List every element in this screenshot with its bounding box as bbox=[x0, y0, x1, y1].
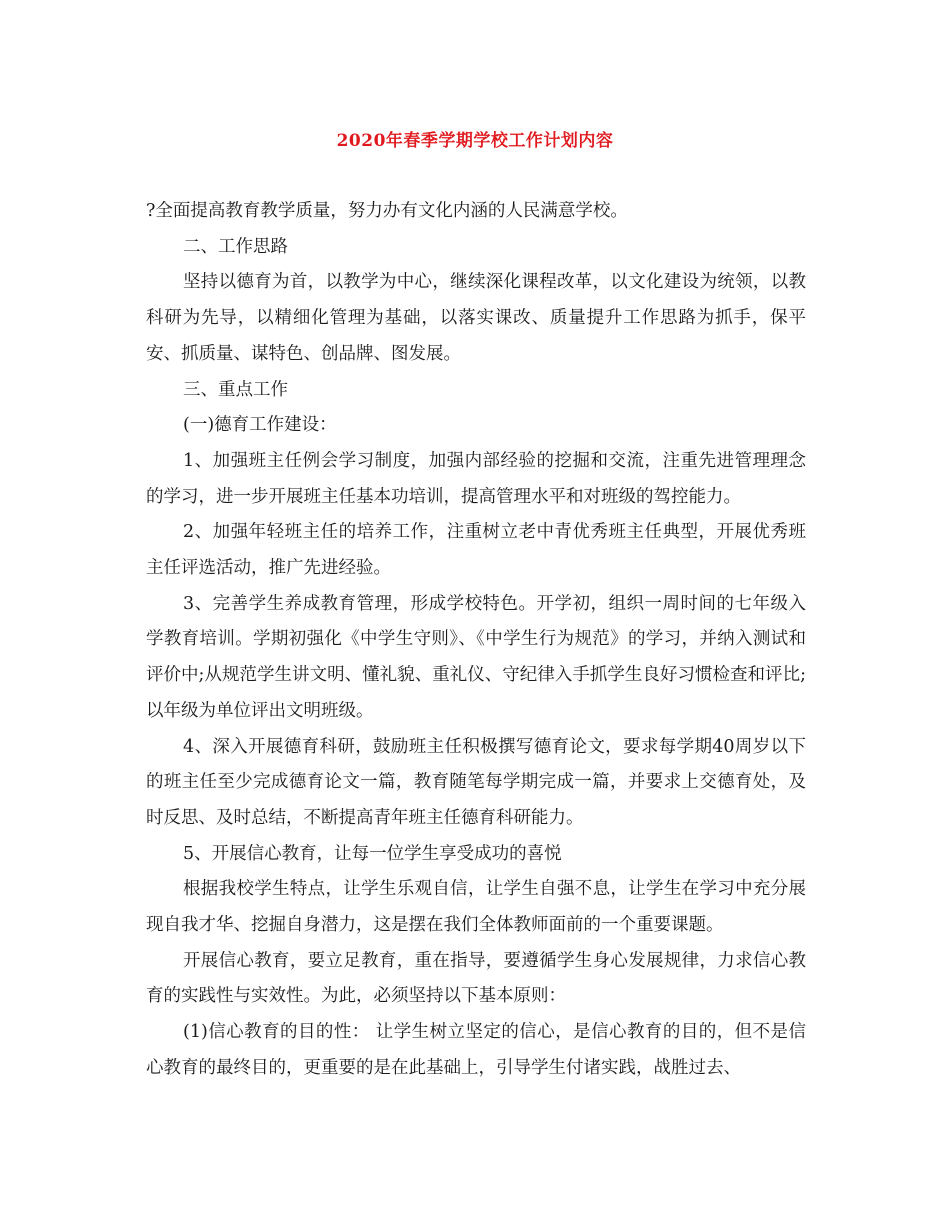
list-item-4: 4、深入开展德育科研，鼓励班主任积极撰写德育论文，要求每学期40周岁以下的班主任至少完成德育论文一篇，教育随笔每学期完成一篇，并要求上交德育处，及时反思、及时总结，不断提高青年班主任德育科研能力。 bbox=[146, 736, 806, 828]
paragraph-goal: ?全面提高教育教学质量，努力办有文化内涵的人民满意学校。 bbox=[146, 201, 628, 221]
document-body bbox=[146, 194, 806, 1087]
document-title: 2020年春季学期学校工作计划内容 bbox=[336, 131, 614, 151]
list-item-5: 5、开展信心教育，让每一位学生享受成功的喜悦 bbox=[183, 843, 562, 864]
paragraph-student-traits: 根据我校学生特点，让学生乐观自信，让学生自强不息，让学生在学习中充分展现自我才华、挖掘自身潜力，这是摆在我们全体教师面前的一个重要课题。 bbox=[146, 879, 806, 936]
paragraph-work-approach: 坚持以德育为首，以教学为中心，继续深化课程改革，以文化建设为统领，以教科研为先导，以精细化管理为基础，以落实课改、质量提升工作思路为抓手，保平安、抓质量、谋特色、创品牌、图发展。 bbox=[146, 272, 806, 364]
section-heading-work-approach: 二、工作思路 bbox=[183, 236, 288, 257]
paragraph-confidence-principles: 开展信心教育，要立足教育，重在指导，要遵循学生身心发展规律，力求信心教育的实践性与实效性。为此，必须坚持以下基本原则： bbox=[146, 950, 806, 1007]
list-item-2: 2、加强年轻班主任的培养工作，注重树立老中青优秀班主任典型，开展优秀班主任评选活动，推广先进经验。 bbox=[146, 522, 806, 579]
paragraph-principle-1: (1)信心教育的目的性： 让学生树立坚定的信心，是信心教育的目的，但不是信心教育的最终目的，更重要的是在此基础上，引导学生付诸实践，战胜过去、 bbox=[146, 1022, 806, 1078]
subsection-heading-moral-education: (一)德育工作建设： bbox=[183, 415, 337, 436]
list-item-1: 1、加强班主任例会学习制度，加强内部经验的挖掘和交流，注重先进管理理念的学习，进一步开展班主任基本功培训，提高管理水平和对班级的驾控能力。 bbox=[146, 450, 806, 507]
section-heading-key-work: 三、重点工作 bbox=[183, 379, 288, 400]
list-item-3: 3、完善学生养成教育管理，形成学校特色。开学初，组织一周时间的七年级入学教育培训。学期初强化《中学生守则》、《中学生行为规范》的学习，并纳入测试和评价中;从规范学生讲文明、懂礼貌、重礼仪、守纪律入手抓学生良好习惯检查和评比;以年级为单位评出文明班级。 bbox=[146, 593, 806, 721]
